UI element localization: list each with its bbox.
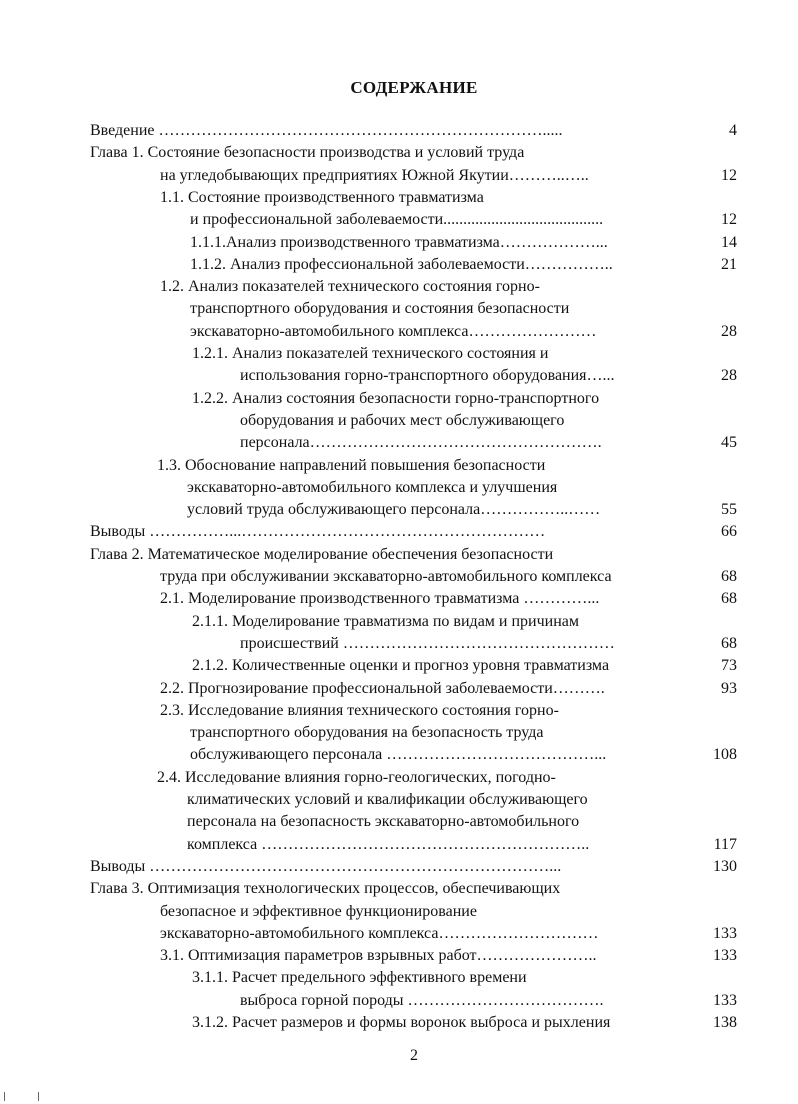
toc-entry-text: 2.1. Моделирование производственного травматизма …………... [160,590,600,608]
toc-entry-text: 2.3. Исследование влияния технического состояния горно- [160,701,559,719]
toc-entry-text: климатических условий и квалификации обслуживающего [187,791,588,808]
toc-entry-page: 66 [721,523,737,541]
toc-entry-page [697,901,737,923]
toc-entry-text: безопасное и эффективное функционирование [160,902,477,920]
toc-entry-text: Глава 3. Оптимизация технологических процессов, обеспечивающих [90,880,561,898]
toc-entry-page [697,878,737,900]
toc-entry-page [697,789,737,811]
toc-entry-page: 93 [721,679,737,697]
toc-entry-text: 1.2. Анализ показателей технического состояния горно- [160,278,540,296]
toc-entry-page [697,187,737,209]
toc-entry-page: 14 [721,233,737,251]
toc-entry-text: оборудования и рабочих мест обслуживающего [240,411,565,429]
toc-entry-text: экскаваторно-автомобильного комплекса………………………… [160,924,599,942]
toc-entry-page [697,611,737,633]
toc-entry-page [697,298,737,320]
toc-entry-text: 2.4. Исследование влияния горно-геологических, погодно- [157,768,556,786]
toc-entry-text: 1.2.2. Анализ состояния безопасности горно-транспортного [192,389,600,407]
toc-entry-page: 68 [721,568,737,585]
toc-entry-text: происшествий …………………………………………… [240,634,615,652]
toc-entry-text: 1.2.1. Анализ показателей технического состояния и [192,345,549,362]
toc-entry-page: 12 [721,166,737,184]
toc-entry-page [697,722,737,744]
toc-entry-page: 45 [721,434,737,452]
toc-entry-text: 1.3. Обоснование направлений повышения безопасности [157,456,546,474]
toc-entry-page: 28 [721,322,737,340]
toc-entry-page: 28 [721,367,737,385]
toc-entry-text: 2.1.1. Моделирование травматизма по видам и причинам [192,612,579,630]
toc-entry-page: 108 [713,746,737,764]
toc-entry-page: 68 [721,590,737,608]
toc-entry-text: условий труда обслуживающего персонала……………..…… [187,501,601,519]
toc-entry-text: 1.1.1.Анализ производственного травматизма………………... [190,233,608,251]
toc-entry-text: 2.2. Прогнозирование профессиональной заболеваемости………. [160,679,605,697]
toc-entry-page: 133 [713,924,737,942]
toc-entry-page [697,967,737,989]
toc-entry-page: 21 [721,255,737,273]
toc-entry-text: 3.1.2. Расчет размеров и формы воронок выброса и рыхления [192,1014,611,1031]
toc-entry-page [697,544,737,566]
toc-entry-page: 12 [721,211,737,229]
toc-entry-text: 1.1. Состояние производственного травматизма [160,188,484,206]
toc-entry-text: выброса горной породы ………………………………. [240,991,604,1009]
toc-entry-page [697,767,737,789]
page-number: 2 [410,1047,418,1064]
toc-entry-page [697,477,737,499]
toc-entry-text: 1.1.2. Анализ профессиональной заболеваемости…………….. [190,255,613,273]
toc-entry-text: транспортного оборудования на безопасность труда [190,724,544,742]
toc-entry-text: использования горно-транспортного оборудования…... [240,367,615,385]
toc-entry-page: 130 [713,857,737,875]
toc-entry-text: транспортного оборудования и состояния безопасности [190,300,570,318]
toc-entry-text: экскаваторно-автомобильного комплекса…………………… [190,322,597,340]
toc-entry-text: труда при обслуживании экскаваторно-автомобильного комплекса [160,568,612,585]
toc-entry-page: 55 [721,501,737,519]
toc-entry-page: 73 [721,657,737,675]
toc-entry-page [697,388,737,410]
toc-entry-page [697,700,737,722]
scan-edge-mark [4,1092,5,1101]
toc-entry-text: Выводы ……………...………………………………………………… [90,523,546,541]
toc-entry-page: 117 [713,835,737,853]
toc-entry-text: и профессиональной заболеваемости........................................ [190,211,604,229]
toc-entry-text: Введение ………………………………………………………………..... [90,122,563,139]
toc-entry-page [697,343,737,365]
toc-entry-text: персонала………………………………………………. [240,434,602,452]
toc-entry-page: 4 [729,122,737,139]
toc-entry-text: 2.1.2. Количественные оценки и прогноз уровня травматизма [192,657,610,675]
toc-entry-text: комплекса …………………………………………………….. [187,835,590,853]
toc-entry-page: 133 [713,991,737,1009]
scan-edge-mark [38,1092,39,1101]
toc-entry-page [697,455,737,477]
toc-entry-page [697,276,737,298]
toc-entry-page [697,410,737,432]
toc-entry-text: обслуживающего персонала …………………………………... [190,746,607,764]
toc-entry-page: 68 [721,634,737,652]
toc-entry-text: Глава 1. Состояние безопасности производства и условий труда [90,144,525,162]
toc-entry-text: Глава 2. Математическое моделирование обеспечения безопасности [90,545,554,563]
toc-entry-text: 3.1. Оптимизация параметров взрывных работ………………….. [160,947,597,965]
toc-entry-page [697,811,737,833]
toc-entry-page: 133 [713,947,737,965]
toc-entry-text: на угледобывающих предприятиях Южной Якутии………..….. [160,166,589,184]
toc-entry-page [697,142,737,164]
toc-entry-text: экскаваторно-автомобильного комплекса и улучшения [187,478,558,496]
toc-entry-page: 138 [713,1014,737,1031]
page-title: СОДЕРЖАНИЕ [350,78,478,97]
toc-entry-text: персонала на безопасность экскаваторно-автомобильного [187,813,580,831]
toc-entry-text: 3.1.1. Расчет предельного эффективного времени [192,969,527,987]
toc-entry-text: Выводы …………………………………………………………………... [90,857,562,875]
